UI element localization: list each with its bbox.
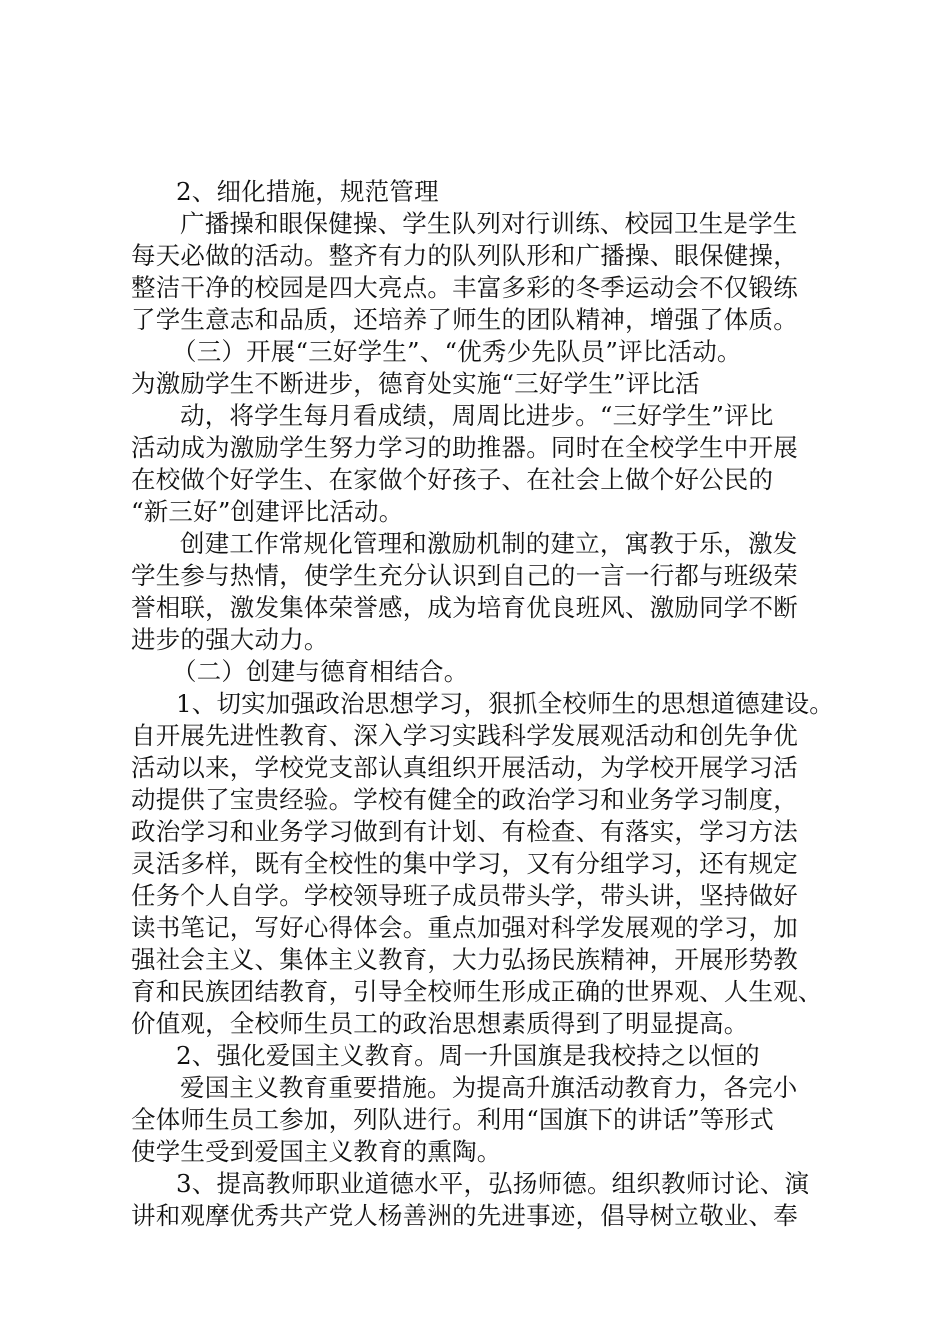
paragraph-line: 讲和观摩优秀共产党人杨善洲的先进事迹，倡导树立敬业、奉 — [131, 1201, 798, 1230]
paragraph-line: 全体师生员工参加，列队进行。利用“国旗下的讲话”等形式 — [131, 1105, 774, 1134]
paragraph-line: 誉相联，激发集体荣誉感，成为培育优良班风、激励同学不断 — [131, 593, 798, 622]
paragraph-line: 创建工作常规化管理和激励机制的建立，寓教于乐，激发 — [180, 529, 798, 558]
paragraph-line: 每天必做的活动。整齐有力的队列队形和广播操、眼保健操， — [131, 241, 798, 270]
paragraph-line: 爱国主义教育重要措施。为提高升旗活动教育力，各完小 — [180, 1073, 798, 1102]
paragraph-line: 活动以来，学校党支部认真组织开展活动，为学校开展学习活 — [131, 753, 798, 782]
paragraph-line: 政治学习和业务学习做到有计划、有检查、有落实，学习方法 — [131, 817, 798, 846]
paragraph-line: 学生参与热情，使学生充分认识到自己的一言一行都与班级荣 — [131, 561, 798, 590]
paragraph-line: 在校做个好学生、在家做个好孩子、在社会上做个好公民的 — [131, 465, 774, 494]
heading-section-three: （三）开展“三好学生”、“优秀少先队员”评比活动。 — [172, 337, 742, 366]
paragraph-line: 2、强化爱国主义教育。周一升国旗是我校持之以恒的 — [176, 1041, 760, 1070]
paragraph-line: 任务个人自学。学校领导班子成员带头学，带头讲，坚持做好 — [131, 881, 798, 910]
paragraph-line: 动提供了宝贵经验。学校有健全的政治学习和业务学习制度， — [131, 785, 798, 814]
paragraph-line: 使学生受到爱国主义教育的熏陶。 — [131, 1137, 502, 1166]
paragraph-line: 活动成为激励学生努力学习的助推器。同时在全校学生中开展 — [131, 433, 798, 462]
paragraph-line: “新三好”创建评比活动。 — [131, 497, 404, 526]
paragraph-line: 自开展先进性教育、深入学习实践科学发展观活动和创先争优 — [131, 721, 798, 750]
paragraph-line: 广播操和眼保健操、学生队列对行训练、校园卫生是学生 — [180, 209, 798, 238]
heading-section-two: （二）创建与德育相结合。 — [172, 657, 469, 686]
paragraph-line: 育和民族团结教育，引导全校师生形成正确的世界观、人生观、 — [131, 977, 823, 1006]
paragraph-line: 价值观，全校师生员工的政治思想素质得到了明显提高。 — [131, 1009, 749, 1038]
paragraph-line: 了学生意志和品质，还培养了师生的团队精神，增强了体质。 — [131, 305, 798, 334]
paragraph-line: 为激励学生不断进步，德育处实施“三好学生”评比活 — [131, 369, 700, 398]
paragraph-line: 灵活多样，既有全校性的集中学习，又有分组学习，还有规定 — [131, 849, 798, 878]
paragraph-line: 整洁干净的校园是四大亮点。丰富多彩的冬季运动会不仅锻练 — [131, 273, 798, 302]
paragraph-line: 进步的强大动力。 — [131, 625, 329, 654]
paragraph-line: 3、提高教师职业道德水平，弘扬师德。组织教师讨论、演 — [176, 1169, 810, 1198]
paragraph-line: 1、切实加强政治思想学习，狠抓全校师生的思想道德建设。 — [176, 689, 834, 718]
paragraph-line: 强社会主义、集体主义教育，大力弘扬民族精神，开展形势教 — [131, 945, 798, 974]
paragraph-line: 读书笔记，写好心得体会。重点加强对科学发展观的学习，加 — [131, 913, 798, 942]
paragraph-line: 动，将学生每月看成绩，周周比进步。“三好学生”评比 — [180, 401, 774, 430]
heading-refine-measures: 2、细化措施，规范管理 — [176, 177, 439, 206]
